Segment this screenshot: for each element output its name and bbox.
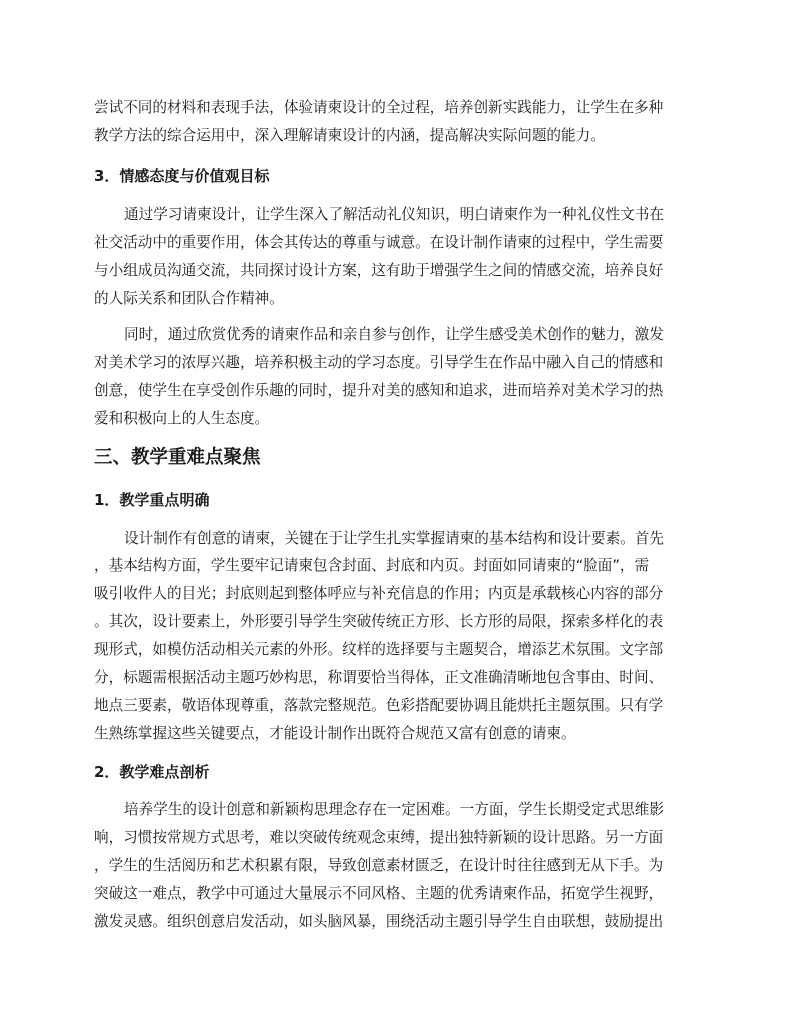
paragraph-line: 响，习惯按常规方式思考，难以突破传统观念束缚，提出独特新颖的设计思路。另一方面 bbox=[94, 829, 664, 846]
paragraph-line: 与小组成员沟通交流，共同探讨设计方案，这有助于增强学生之间的情感交流，培养良好 bbox=[94, 262, 664, 279]
paragraph-line: 爱和积极向上的人生态度。 bbox=[94, 410, 270, 427]
section-heading: 1．教学重点明确 bbox=[94, 491, 210, 509]
paragraph-line: 生熟练掌握这些关键要点，才能设计制作出既符合规范又富有创意的请柬。 bbox=[94, 725, 576, 742]
paragraph-line: 尝试不同的材料和表现手法，体验请柬设计的全过程，培养创新实践能力，让学生在多种 bbox=[94, 99, 664, 116]
section-heading: 3．情感态度与价值观目标 bbox=[94, 167, 270, 185]
paragraph-line: 创意，使学生在享受创作乐趣的同时，提升对美的感知和追求，进而培养对美术学习的热 bbox=[94, 382, 664, 399]
paragraph-line: 。其次，设计要素上，外形要引导学生突破传统正方形、长方形的局限，探索多样化的表 bbox=[94, 613, 664, 630]
paragraph-line: 吸引收件人的目光；封底则起到整体呼应与补充信息的作用；内页是承载核心内容的部分 bbox=[94, 585, 664, 602]
paragraph-line: 现形式，如模仿活动相关元素的外形。纹样的选择要与主题契合，增添艺术氛围。文字部 bbox=[94, 641, 664, 658]
paragraph-line: 社交活动中的重要作用，体会其传达的尊重与诚意。在设计制作请柬的过程中，学生需要 bbox=[94, 234, 664, 251]
paragraph-line: ，基本结构方面，学生要牢记请柬包含封面、封底和内页。封面如同请柬的“脸面”，需 bbox=[94, 557, 650, 574]
paragraph-line: 设计制作有创意的请柬，关键在于让学生扎实掌握请柬的基本结构和设计要素。首先 bbox=[124, 530, 664, 547]
paragraph-line: 通过学习请柬设计，让学生深入了解活动礼仪知识，明白请柬作为一种礼仪性文书在 bbox=[124, 206, 664, 223]
paragraph-line: 的人际关系和团队合作精神。 bbox=[94, 290, 284, 307]
paragraph-line: 对美术学习的浓厚兴趣，培养积极主动的学习态度。引导学生在作品中融入自己的情感和 bbox=[94, 354, 664, 371]
paragraph-line: 同时，通过欣赏优秀的请柬作品和亲自参与创作，让学生感受美术创作的魅力，激发 bbox=[124, 326, 664, 343]
chapter-heading: 三、教学重难点聚焦 bbox=[94, 447, 261, 468]
section-heading: 2．教学难点剖析 bbox=[94, 763, 210, 781]
paragraph-line: 分，标题需根据活动主题巧妙构思，称谓要恰当得体，正文准确清晰地包含事由、时间、 bbox=[94, 669, 664, 686]
paragraph-line: 地点三要素，敬语体现尊重，落款完整规范。色彩搭配要协调且能烘托主题氛围。只有学 bbox=[94, 697, 664, 714]
paragraph-line: 教学方法的综合运用中，深入理解请柬设计的内涵，提高解决实际问题的能力。 bbox=[94, 127, 605, 144]
paragraph-line: 培养学生的设计创意和新颖构思理念存在一定困难。一方面，学生长期受定式思维影 bbox=[124, 801, 664, 818]
paragraph-line: 突破这一难点，教学中可通过大量展示不同风格、主题的优秀请柬作品，拓宽学生视野， bbox=[94, 885, 664, 902]
paragraph-line: 激发灵感。组织创意启发活动，如头脑风暴，围绕活动主题引导学生自由联想，鼓励提出 bbox=[94, 913, 664, 930]
paragraph-line: ，学生的生活阅历和艺术积累有限，导致创意素材匮乏，在设计时往往感到无从下手。为 bbox=[94, 857, 664, 874]
